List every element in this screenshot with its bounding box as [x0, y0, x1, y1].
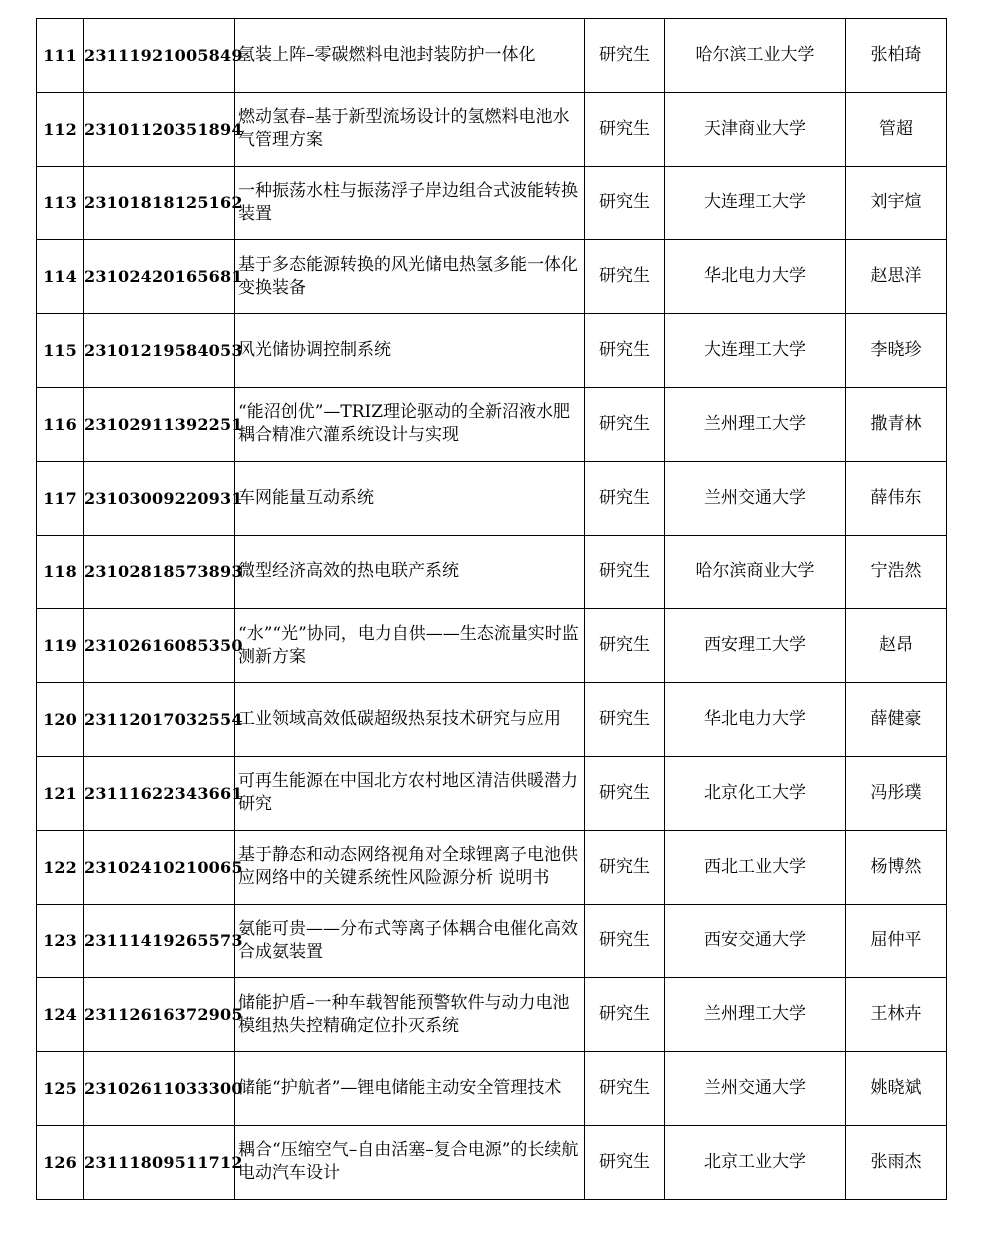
- table-row: [37, 314, 947, 388]
- leader-name: 王林卉: [846, 978, 947, 1052]
- leader-name: 宁浩然: [846, 535, 947, 609]
- leader-name: 刘宇煊: [846, 166, 947, 240]
- leader-name: 冯彤璞: [846, 756, 947, 830]
- leader-name: 杨博然: [846, 830, 947, 904]
- school-name: 大连理工大学: [665, 166, 846, 240]
- project-category: 研究生: [585, 609, 665, 683]
- row-number: 120: [37, 683, 84, 757]
- table-row: [37, 830, 947, 904]
- table-row: [37, 535, 947, 609]
- project-title: 工业领域高效低碳超级热泵技术研究与应用: [235, 683, 585, 757]
- leader-name: 薛健豪: [846, 683, 947, 757]
- school-name: 西安理工大学: [665, 609, 846, 683]
- table-row: [37, 387, 947, 461]
- project-category: 研究生: [585, 240, 665, 314]
- project-title: 燃动氢春–基于新型流场设计的氢燃料电池水气管理方案: [235, 92, 585, 166]
- leader-name: 张雨杰: [846, 1125, 947, 1199]
- project-category: 研究生: [585, 756, 665, 830]
- table-row: [37, 683, 947, 757]
- project-code: 23102420165681: [84, 240, 235, 314]
- table-row: [37, 904, 947, 978]
- row-number: 121: [37, 756, 84, 830]
- project-category: 研究生: [585, 535, 665, 609]
- row-number: 116: [37, 387, 84, 461]
- leader-name: 管超: [846, 92, 947, 166]
- school-name: 兰州交通大学: [665, 1052, 846, 1126]
- school-name: 哈尔滨工业大学: [665, 19, 846, 93]
- project-code: 23102818573893: [84, 535, 235, 609]
- table-row: [37, 240, 947, 314]
- project-code: 23102410210065: [84, 830, 235, 904]
- project-code: 23101219584053: [84, 314, 235, 388]
- project-code: 23112017032554: [84, 683, 235, 757]
- project-code: 23111419265573: [84, 904, 235, 978]
- leader-name: 李晓珍: [846, 314, 947, 388]
- project-code: 23101120351894: [84, 92, 235, 166]
- project-title: 基于多态能源转换的风光储电热氢多能一体化变换装备: [235, 240, 585, 314]
- project-code: 23111622343661: [84, 756, 235, 830]
- project-title: 风光储协调控制系统: [235, 314, 585, 388]
- row-number: 118: [37, 535, 84, 609]
- table-row: [37, 92, 947, 166]
- table-row: [37, 461, 947, 535]
- school-name: 哈尔滨商业大学: [665, 535, 846, 609]
- project-title: 氢装上阵–零碳燃料电池封装防护一体化: [235, 19, 585, 93]
- project-title: 耦合“压缩空气–自由活塞–复合电源”的长续航电动汽车设计: [235, 1125, 585, 1199]
- project-category: 研究生: [585, 19, 665, 93]
- school-name: 兰州理工大学: [665, 978, 846, 1052]
- project-code: 23103009220931: [84, 461, 235, 535]
- school-name: 北京工业大学: [665, 1125, 846, 1199]
- leader-name: 赵昂: [846, 609, 947, 683]
- project-code: 23102911392251: [84, 387, 235, 461]
- project-code: 23111921005849: [84, 19, 235, 93]
- project-title: 基于静态和动态网络视角对全球锂离子电池供应网络中的关键系统性风险源分析 说明书: [235, 830, 585, 904]
- leader-name: 屈仲平: [846, 904, 947, 978]
- school-name: 大连理工大学: [665, 314, 846, 388]
- row-number: 114: [37, 240, 84, 314]
- table-row: [37, 166, 947, 240]
- project-title: “能沼创优”—TRIZ理论驱动的全新沼液水肥耦合精准穴灌系统设计与实现: [235, 387, 585, 461]
- project-category: 研究生: [585, 1125, 665, 1199]
- row-number: 126: [37, 1125, 84, 1199]
- leader-name: 撒青林: [846, 387, 947, 461]
- project-code: 23102611033300: [84, 1052, 235, 1126]
- project-category: 研究生: [585, 978, 665, 1052]
- table-row: [37, 609, 947, 683]
- school-name: 西安交通大学: [665, 904, 846, 978]
- project-category: 研究生: [585, 683, 665, 757]
- school-name: 华北电力大学: [665, 240, 846, 314]
- row-number: 124: [37, 978, 84, 1052]
- row-number: 113: [37, 166, 84, 240]
- row-number: 123: [37, 904, 84, 978]
- project-table-body: [37, 19, 947, 1200]
- row-number: 122: [37, 830, 84, 904]
- project-category: 研究生: [585, 1052, 665, 1126]
- table-row: [37, 1125, 947, 1199]
- project-title: 一种振荡水柱与振荡浮子岸边组合式波能转换装置: [235, 166, 585, 240]
- row-number: 111: [37, 19, 84, 93]
- table-row: [37, 1052, 947, 1126]
- project-code: 23101818125162: [84, 166, 235, 240]
- project-title: 储能护盾–一种车载智能预警软件与动力电池模组热失控精确定位扑灭系统: [235, 978, 585, 1052]
- project-category: 研究生: [585, 314, 665, 388]
- row-number: 125: [37, 1052, 84, 1126]
- school-name: 兰州理工大学: [665, 387, 846, 461]
- leader-name: 张柏琦: [846, 19, 947, 93]
- row-number: 119: [37, 609, 84, 683]
- project-category: 研究生: [585, 92, 665, 166]
- project-category: 研究生: [585, 830, 665, 904]
- leader-name: 薛伟东: [846, 461, 947, 535]
- project-category: 研究生: [585, 461, 665, 535]
- project-title: 微型经济高效的热电联产系统: [235, 535, 585, 609]
- row-number: 115: [37, 314, 84, 388]
- table-row: [37, 978, 947, 1052]
- project-title: 氨能可贵——分布式等离子体耦合电催化高效合成氨装置: [235, 904, 585, 978]
- project-title: 储能“护航者”—锂电储能主动安全管理技术: [235, 1052, 585, 1126]
- project-category: 研究生: [585, 387, 665, 461]
- row-number: 117: [37, 461, 84, 535]
- leader-name: 赵思洋: [846, 240, 947, 314]
- project-table: [36, 18, 947, 1200]
- row-number: 112: [37, 92, 84, 166]
- table-row: [37, 19, 947, 93]
- school-name: 西北工业大学: [665, 830, 846, 904]
- project-title: “水”“光”协同，电力自供——生态流量实时监测新方案: [235, 609, 585, 683]
- project-code: 23111809511712: [84, 1125, 235, 1199]
- project-category: 研究生: [585, 904, 665, 978]
- project-code: 23112616372905: [84, 978, 235, 1052]
- school-name: 天津商业大学: [665, 92, 846, 166]
- project-title: 车网能量互动系统: [235, 461, 585, 535]
- project-category: 研究生: [585, 166, 665, 240]
- leader-name: 姚晓斌: [846, 1052, 947, 1126]
- school-name: 华北电力大学: [665, 683, 846, 757]
- project-title: 可再生能源在中国北方农村地区清洁供暖潜力研究: [235, 756, 585, 830]
- school-name: 北京化工大学: [665, 756, 846, 830]
- project-code: 23102616085350: [84, 609, 235, 683]
- table-row: [37, 756, 947, 830]
- school-name: 兰州交通大学: [665, 461, 846, 535]
